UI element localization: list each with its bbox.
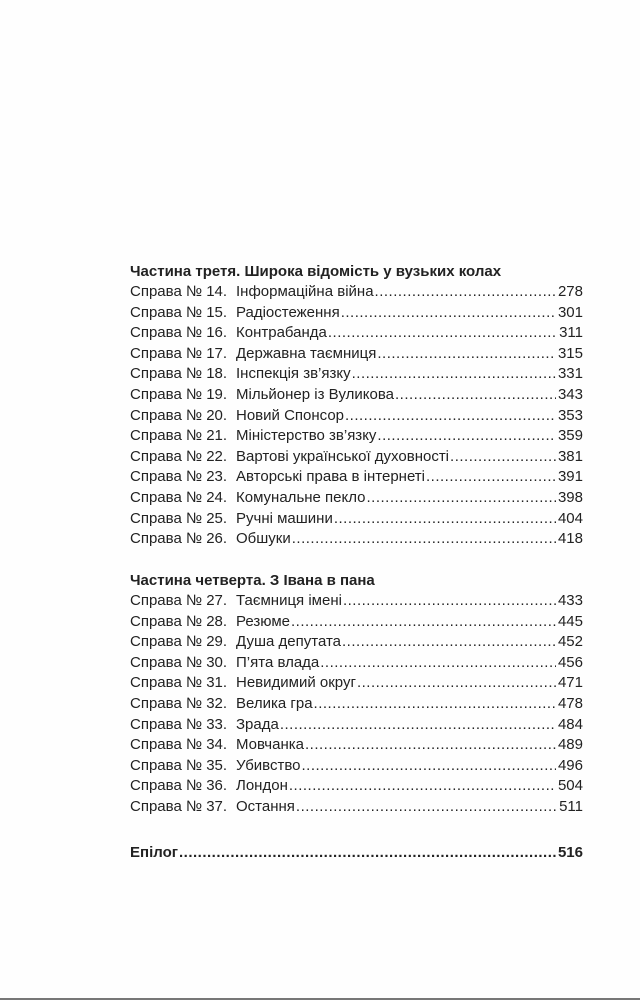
entry-title: Таємниця імені [236, 592, 342, 609]
entry-page: 456 [557, 653, 583, 671]
part-heading: Частина четверта. З Івана в пана [130, 572, 375, 589]
entry-title: Убивство [236, 756, 301, 774]
toc-entry[interactable] [130, 282, 583, 303]
entry-page: 343 [557, 385, 583, 403]
entry-page: 331 [557, 365, 583, 383]
entry-page: 478 [557, 694, 583, 712]
entry-page: 496 [557, 756, 583, 774]
entry-page: 489 [557, 736, 583, 754]
toc-entry[interactable] [130, 364, 583, 385]
entry-title: Контрабанда [236, 324, 327, 342]
entry-title: Обшуки [236, 530, 291, 548]
dot-leader [376, 426, 556, 447]
entry-title: Невидимий округ [236, 674, 356, 692]
toc-entry[interactable] [130, 756, 583, 777]
dot-leader [351, 364, 556, 385]
entry-page: 484 [557, 715, 583, 733]
entry-page: 516 [557, 844, 583, 861]
entry-number: Справа № 16. [130, 324, 228, 342]
entry-number: Справа № 34. [130, 736, 228, 754]
entry-page: 511 [559, 797, 583, 815]
entry-page: 301 [557, 303, 583, 321]
dot-leader [376, 344, 556, 365]
toc-entry[interactable] [130, 591, 583, 612]
dot-leader [374, 282, 556, 303]
entry-title: Велика гра [236, 694, 313, 712]
entry-title: Міністерство зв’язку [236, 427, 377, 445]
entry-number: Справа № 37. [130, 797, 228, 815]
entry-title: Мовчанка [236, 736, 304, 754]
entry-number: Справа № 36. [130, 777, 228, 795]
toc-entry[interactable] [130, 776, 583, 797]
entry-number: Справа № 20. [130, 406, 228, 424]
entry-number: Справа № 21. [130, 427, 228, 445]
dot-leader [288, 776, 556, 797]
entry-number: Справа № 26. [130, 530, 228, 548]
entry-page: 504 [557, 777, 583, 795]
dot-leader [300, 756, 555, 777]
entry-title: Інформаційна війна [236, 283, 374, 300]
entry-title: Епілог [130, 844, 178, 861]
toc-entry[interactable] [130, 344, 583, 365]
entry-number: Справа № 31. [130, 674, 228, 692]
entry-page: 391 [557, 468, 583, 486]
entry-page: 452 [557, 633, 583, 651]
dot-leader [327, 323, 557, 344]
dot-leader [425, 467, 556, 488]
entry-page: 471 [557, 674, 583, 692]
toc-entry[interactable] [130, 673, 583, 694]
toc-entry-epilog[interactable] [130, 843, 583, 864]
entry-number: Справа № 24. [130, 488, 228, 506]
entry-title: П’ята влада [236, 653, 320, 671]
entry-title: Остання [236, 797, 295, 815]
entry-title: Лондон [236, 777, 288, 795]
dot-leader [279, 715, 556, 736]
entry-title: Мільйонер із Вуликова [236, 385, 394, 403]
toc-entry[interactable] [130, 385, 583, 406]
entry-number: Справа № 29. [130, 633, 228, 651]
entry-title: Новий Спонсор [236, 406, 345, 424]
entry-number: Справа № 17. [130, 344, 228, 362]
entry-page: 433 [557, 592, 583, 609]
toc-entry[interactable] [130, 488, 583, 509]
entry-title: Зрада [236, 715, 279, 733]
entry-title: Державна таємниця [236, 344, 377, 362]
dot-leader [295, 797, 557, 818]
dot-leader [341, 632, 556, 653]
entry-number: Справа № 28. [130, 612, 228, 630]
entry-page: 404 [557, 509, 583, 527]
dot-leader [394, 385, 556, 406]
toc-entry[interactable] [130, 612, 583, 633]
entry-number: Справа № 33. [130, 715, 228, 733]
entry-title: Вартові української духовності [236, 447, 450, 465]
entry-title: Радіостеження [236, 303, 340, 321]
toc-part-four [130, 570, 583, 818]
toc-entry[interactable] [130, 303, 583, 324]
part-heading: Частина третя. Широка відомість у вузьких колах [130, 263, 502, 280]
dot-leader [340, 303, 556, 324]
toc-entry[interactable] [130, 323, 583, 344]
dot-leader [319, 653, 556, 674]
entry-page: 381 [557, 447, 583, 465]
entry-number: Справа № 18. [130, 365, 228, 383]
dot-leader [291, 529, 556, 550]
entry-title: Ручні машини [236, 509, 333, 527]
toc-entry[interactable] [130, 653, 583, 674]
toc-entry[interactable] [130, 447, 583, 468]
toc-entry[interactable] [130, 694, 583, 715]
dot-leader [449, 447, 556, 468]
dot-leader [344, 406, 556, 427]
entry-number: Справа № 25. [130, 509, 228, 527]
entry-number: Справа № 23. [130, 468, 228, 486]
entry-title: Комунальне пекло [236, 488, 366, 506]
entry-page: 445 [557, 612, 583, 630]
toc-epilog [130, 843, 583, 864]
entry-title: Душа депутата [236, 633, 342, 651]
entry-number: Справа № 35. [130, 756, 228, 774]
entry-page: 353 [557, 406, 583, 424]
entry-page: 359 [557, 427, 583, 445]
dot-leader [356, 673, 556, 694]
entry-page: 398 [557, 488, 583, 506]
dot-leader [178, 843, 556, 864]
entry-number: Справа № 22. [130, 447, 228, 465]
toc-entry[interactable] [130, 797, 583, 818]
dot-leader [304, 735, 556, 756]
toc-entry[interactable] [130, 509, 583, 530]
entry-page: 418 [557, 530, 583, 548]
entry-number: Справа № 32. [130, 694, 228, 712]
dot-leader [333, 509, 556, 530]
dot-leader [290, 612, 556, 633]
entry-number: Справа № 27. [130, 592, 228, 609]
entry-title: Резюме [236, 612, 290, 630]
entry-number: Справа № 19. [130, 385, 228, 403]
toc-entry[interactable] [130, 715, 583, 736]
entry-page: 315 [557, 344, 583, 362]
toc-entry[interactable] [130, 529, 583, 550]
dot-leader [342, 591, 556, 612]
dot-leader [313, 694, 556, 715]
entry-title: Авторські права в інтернеті [236, 468, 425, 486]
toc-part-three [130, 261, 583, 550]
entry-number: Справа № 30. [130, 653, 228, 671]
entry-page: 278 [557, 283, 583, 300]
entry-number: Справа № 14. [130, 283, 228, 300]
toc-entry[interactable] [130, 406, 583, 427]
toc-entry[interactable] [130, 467, 583, 488]
toc-entry[interactable] [130, 632, 583, 653]
entry-number: Справа № 15. [130, 303, 228, 321]
dot-leader [366, 488, 556, 509]
toc-entry[interactable] [130, 735, 583, 756]
toc-entry[interactable] [130, 426, 583, 447]
entry-title: Інспекція зв’язку [236, 365, 351, 383]
entry-page: 311 [559, 324, 583, 342]
